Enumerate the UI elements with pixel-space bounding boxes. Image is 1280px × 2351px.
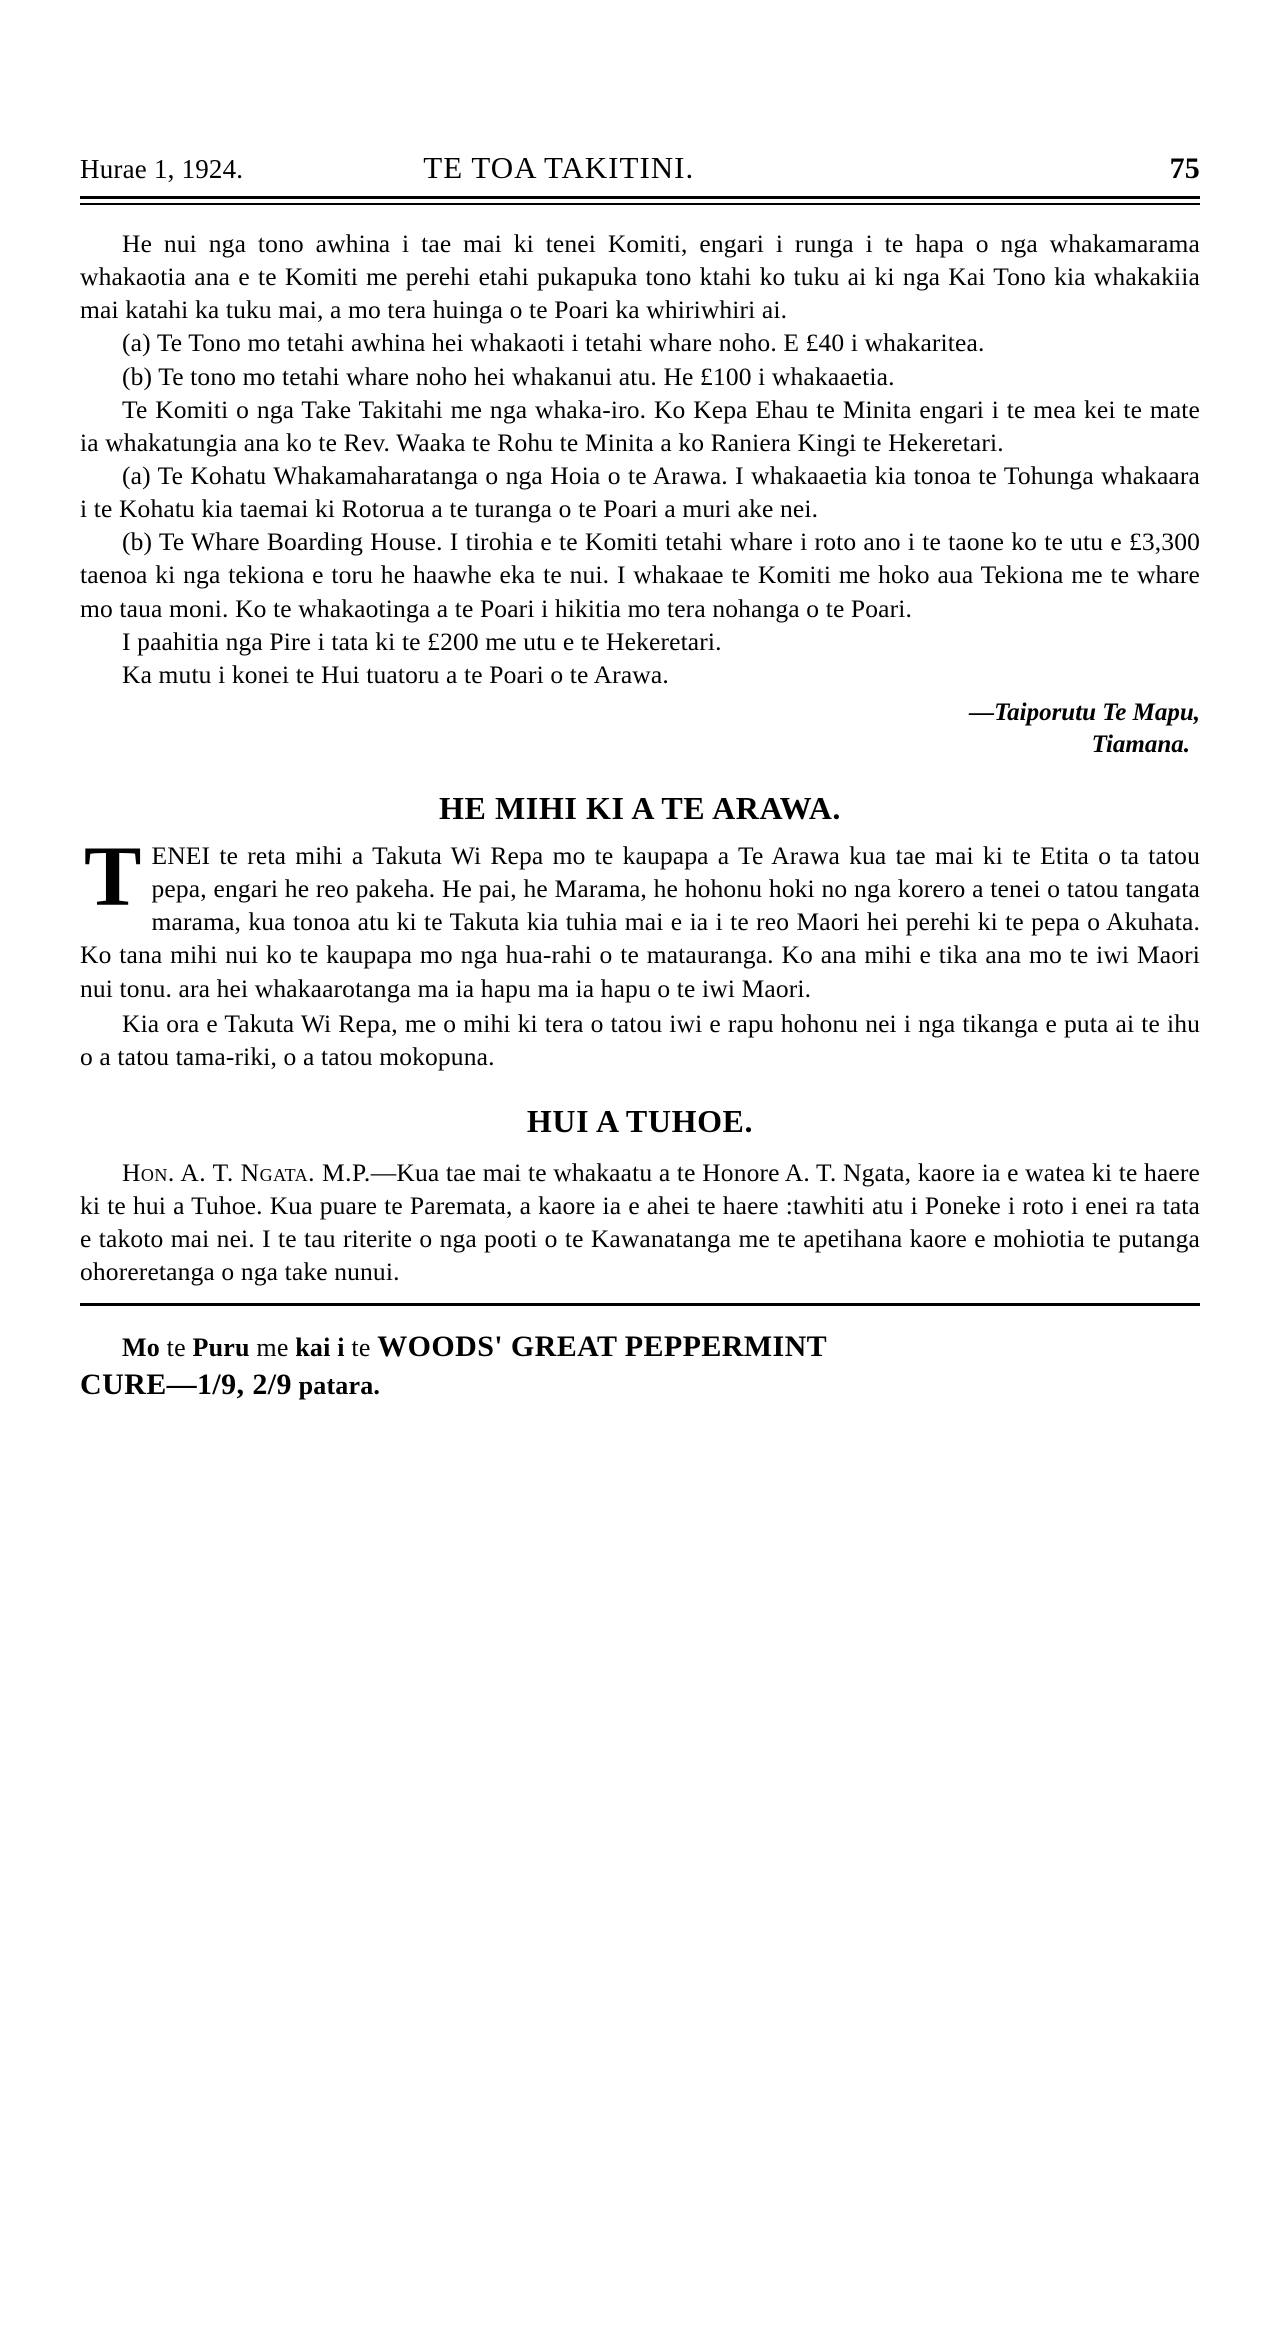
paragraph: Kia ora e Takuta Wi Repa, me o mihi ki tera o tatou iwi e rapu hohonu nei i nga tikanga e puta ai te ihu o a tatou tama-riki, o a tatou mokopuna. bbox=[80, 1008, 1200, 1071]
journal-title: TE TOA TAKITINI. bbox=[423, 150, 695, 185]
article-signature bbox=[80, 697, 1200, 762]
advert-word-te-2: te bbox=[351, 1332, 371, 1362]
advert-product-name: WOODS' GREAT PEPPERMINT bbox=[377, 1329, 828, 1363]
paragraph: ENEI te reta mihi a Takuta Wi Repa mo te kaupapa a Te Arawa kua tae mai ki te Etita o ta tatou pepa, engari he reo pakeha. He pai, he Marama, he hohonu hoki no nga korero a tenei o tatou tangata marama, kua tonoa atu ki te Takuta kia tuhia mai e ia i te reo Maori hei perehi ki te pepa o Akuhata. Ko tana mihi nui ko te kaupapa mo nga hua-rahi o te matauranga. Ko ana mihi e tika ana mo te iwi Maori nui tonu. ara hei whakaarotanga ma ia hapu ma ia hapu o te iwi Maori. bbox=[80, 840, 1200, 1003]
signature-name: —Taiporutu Te Mapu, bbox=[969, 698, 1200, 726]
paragraph: (a) Te Kohatu Whakamaharatanga o nga Hoia o te Arawa. I whakaaetia kia tonoa te Tohunga whakaara i te Kohatu kia taemai ki Rotorua a te turanga o te Poari a muri ake nei. bbox=[80, 460, 1200, 524]
issue-date: Hurae 1, 1924. bbox=[80, 154, 244, 184]
article-committee-report bbox=[80, 227, 1200, 691]
paragraph: Te Komiti o nga Take Takitahi me nga whaka-iro. Ko Kepa Ehau te Minita engari i te mea kei te mate ia whakatungia ana ko te Rev. Waaka te Rohu te Minita a ko Raniera Kingi te Hekeretari. bbox=[80, 394, 1200, 457]
paragraph: He nui nga tono awhina i tae mai ki tenei Komiti, engari i runga i te hapa o nga whakamarama whakaotia ana e te Komiti me perehi etahi pukapuka tono ktahi ko tuku ai ki nga Kai Tono kia whakakiia mai katahi ka tuku mai, a mo tera huinga o te Poari ka whiriwhiri ai. bbox=[80, 229, 1200, 325]
advert-word-te: te bbox=[166, 1332, 186, 1362]
advert-word-kai: kai i bbox=[295, 1332, 345, 1362]
lead-in-name: Hon. A. T. Ngata. M.P. bbox=[122, 1157, 371, 1187]
masthead-divider bbox=[80, 196, 1200, 205]
advert-price: CURE—1/9, 2/9 bbox=[80, 1367, 292, 1401]
section-heading-mihi: HE MIHI KI A TE ARAWA. bbox=[438, 789, 842, 826]
paragraph: I paahitia nga Pire i tata ki te £200 me utu e te Hekeretari. bbox=[122, 626, 722, 656]
section-heading-tuhoe: HUI A TUHOE. bbox=[526, 1102, 754, 1139]
drop-cap: T bbox=[84, 827, 142, 924]
advert-word-me: me bbox=[256, 1332, 289, 1362]
page-content bbox=[80, 150, 1200, 1404]
advert-word-mo: Mo bbox=[122, 1332, 160, 1362]
paragraph-text: —Kua tae mai te whakaatu a te Honore A. T. Ngata, kaore ia e watea ki te haere ki te hui a Tuhoe. Kua puare te Paremata, a kaore ia e ahei te haere :tawhiti atu i Poneke i roto i enei ra tata e takoto mai nei. I te tau riterite o nga pooti o te Kawanatanga me te apetihana kaore e mohiotia te putanga ohoreretanga o nga take nunui. bbox=[80, 1157, 1200, 1287]
paragraph: (a) Te Tono mo tetahi awhina hei whakaoti i tetahi whare noho. E £40 i whakaritea. bbox=[122, 328, 985, 358]
article-tuhoe-body bbox=[80, 1156, 1200, 1289]
signature-title: Tiamana. bbox=[1091, 731, 1190, 759]
article-mihi-body-2 bbox=[80, 1007, 1200, 1073]
advert-divider bbox=[80, 1303, 1200, 1306]
article-mihi-body bbox=[80, 827, 1200, 1005]
advert-line-1 bbox=[80, 1328, 1200, 1366]
paragraph: (b) Te Whare Boarding House. I tirohia e te Komiti tetahi whare i roto ano i te taone ko te utu e £3,300 taenoa ki nga tekiona e toru he haawhe eka te nui. I whakaae te Komiti me hoko aua Tekiona me te whare mo taua moni. Ko te whakaotinga a te Poari i hikitia mo tera nohanga o te Poari. bbox=[80, 527, 1200, 623]
advert-line-2 bbox=[80, 1366, 1200, 1404]
page-number: 75 bbox=[1169, 152, 1200, 185]
advert-price-suffix: patara. bbox=[298, 1370, 381, 1400]
running-head bbox=[80, 150, 1200, 186]
paragraph: (b) Te tono mo tetahi whare noho hei whakanui atu. He £100 i whakaaetia. bbox=[122, 361, 895, 391]
advert-word-puru: Puru bbox=[192, 1332, 250, 1362]
paragraph: Ka mutu i konei te Hui tuatoru a te Poari o te Arawa. bbox=[122, 659, 669, 689]
advertisement bbox=[80, 1328, 1200, 1405]
paragraph bbox=[80, 1156, 1200, 1289]
